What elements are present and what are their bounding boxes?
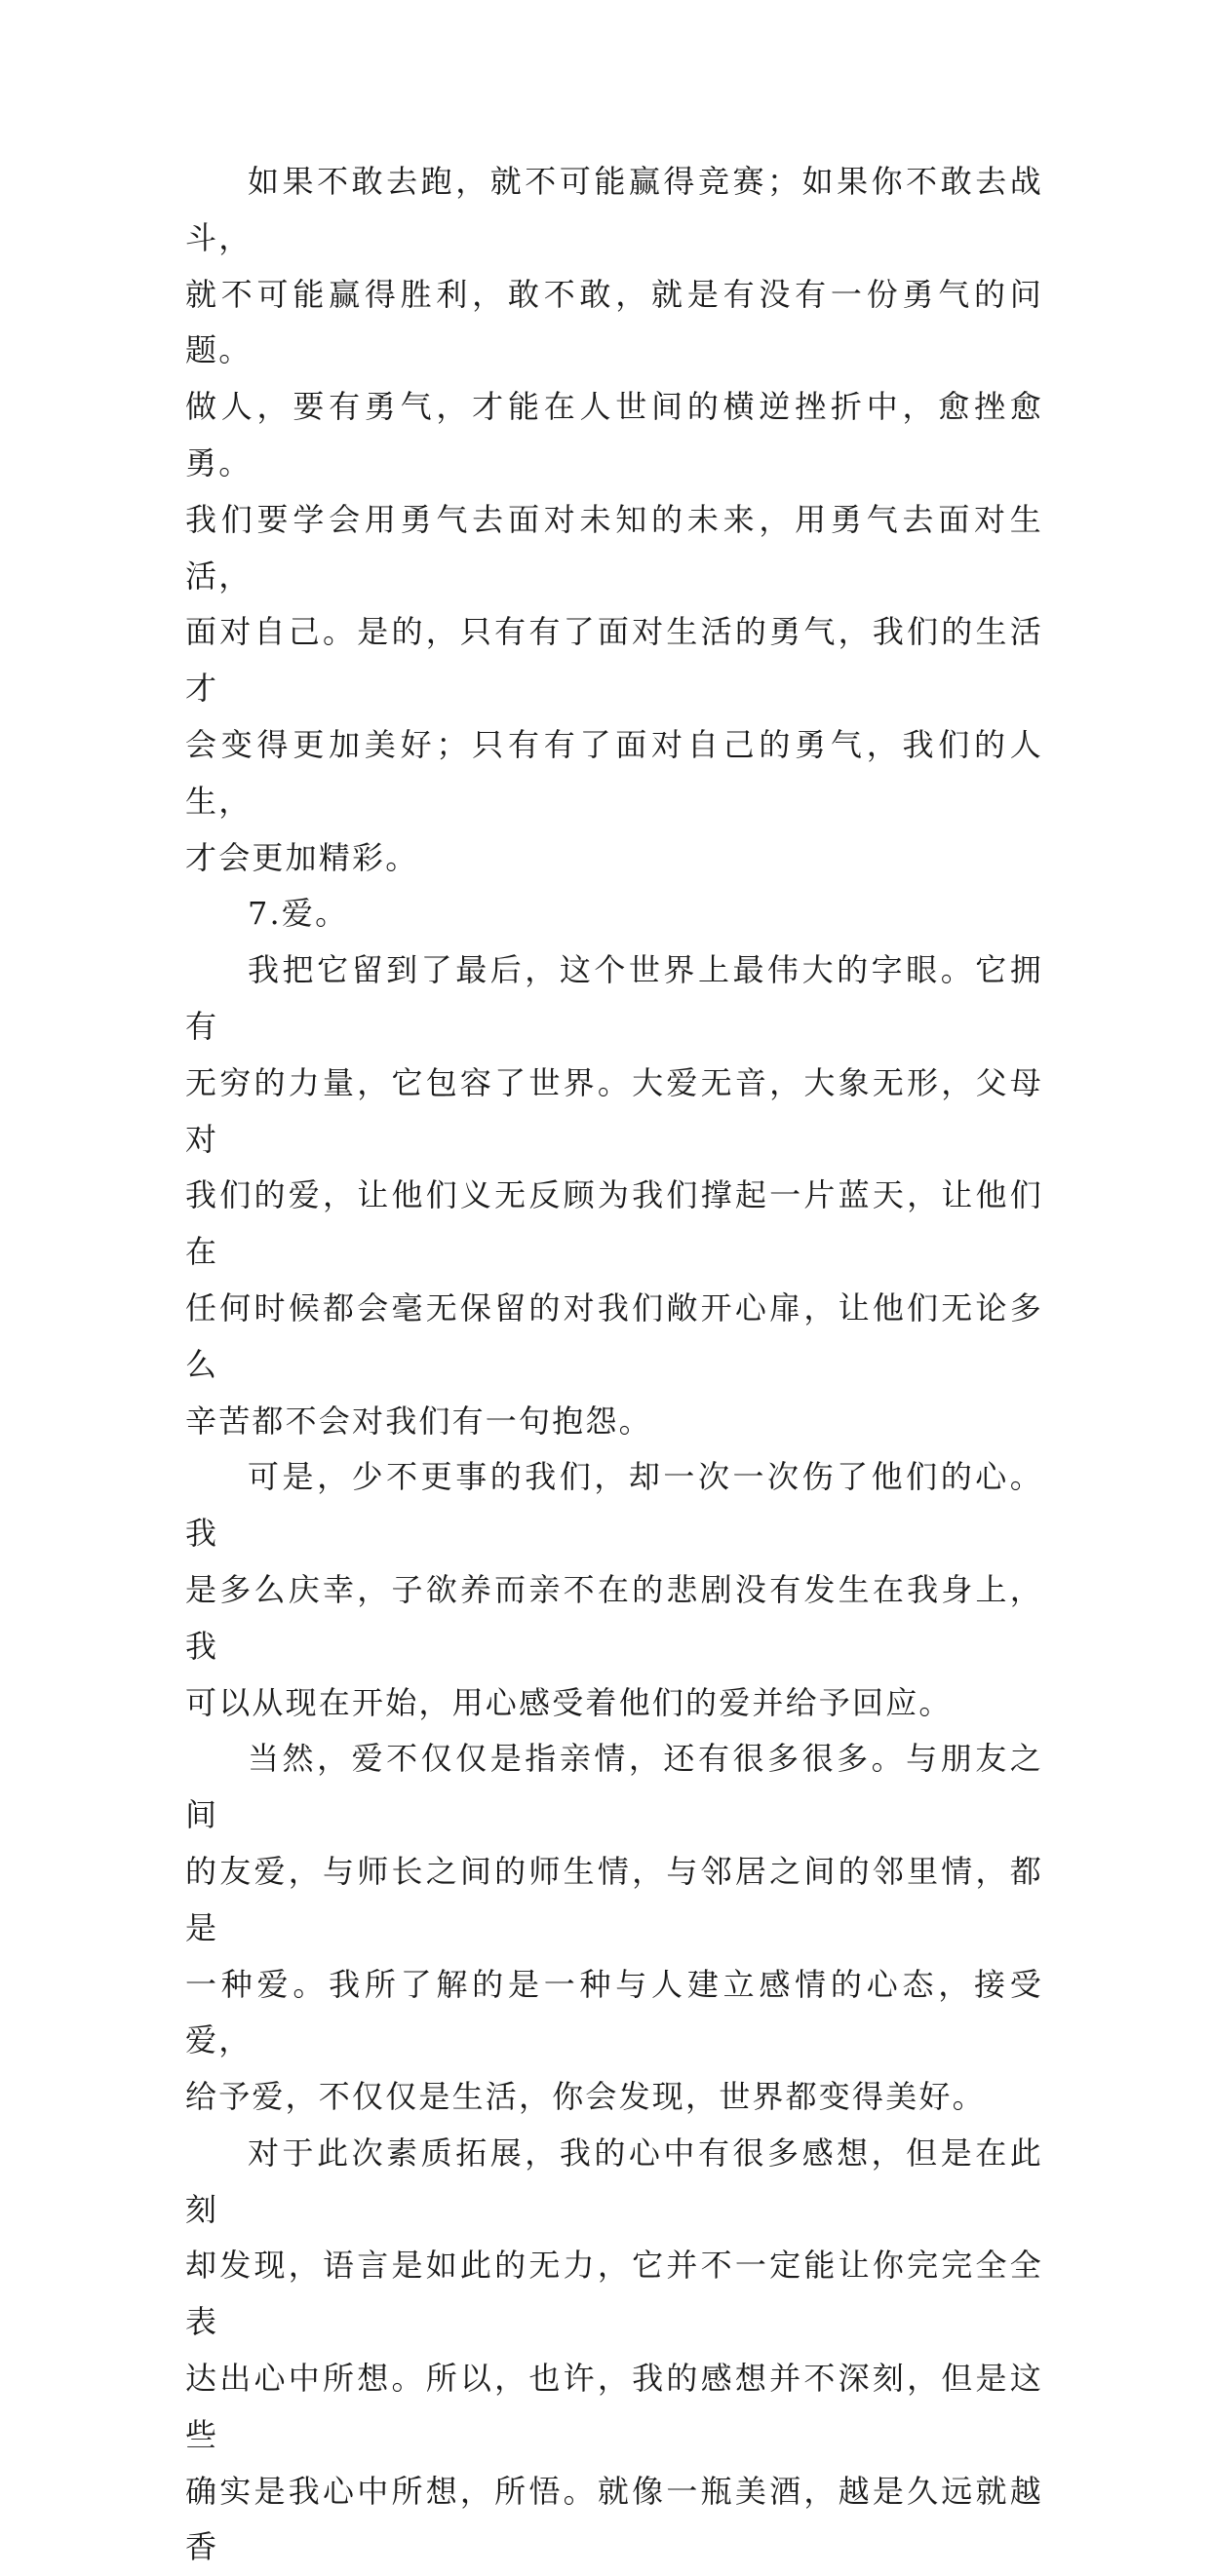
paragraph-love-others: 当然，爱不仅仅是指亲情，还有很多很多。与朋友之间 的友爱，与师长之间的师生情，与邻居之间的邻里情，都是 一种爱。我所了解的是一种与人建立感情的心态，接受爱， 给予爱，不仅仅是生活，你会发现，世界都变得美好。	[185, 1740, 1043, 2116]
paragraph-courage: 如果不敢去跑，就不可能赢得竞赛；如果你不敢去战斗， 就不可能赢得胜利，敢不敢，就是有没有一份勇气的问题。 做人，要有勇气，才能在人世间的横逆挫折中，愈挫愈勇。 我们要学会用勇气去面对未知的未来，用勇气去面对生活， 面对自己。是的，只有有了面对生活的勇气，我们的生活才 会变得更加美好；只有有了面对自己的勇气，我们的人生， 才会更加精彩。	[185, 163, 1043, 876]
paragraph-love-parents: 我把它留到了最后，这个世界上最伟大的字眼。它拥有 无穷的力量，它包容了世界。大爱无音，大象无形，父母对 我们的爱，让他们义无反顾为我们撑起一片蓝天，让他们在 任何时候都会毫无保留的对我们敞开心扉，让他们无论多么 辛苦都不会对我们有一句抱怨。	[185, 951, 1043, 1440]
document-body	[185, 154, 1043, 2576]
paragraph-love-regret: 可是，少不更事的我们，却一次一次伤了他们的心。我 是多么庆幸，子欲养而亲不在的悲剧没有发生在我身上，我 可以从现在开始，用心感受着他们的爱并给予回应。	[185, 1458, 1043, 1721]
section-heading-love: 7.爱。	[248, 895, 349, 933]
paragraph-reflection: 对于此次素质拓展，我的心中有很多感想，但是在此刻 却发现，语言是如此的无力，它并不一定能让你完完全全表 达出心中所想。所以，也许，我的感想并不深刻，但是这些 确实是我心中所想，所悟。就像一瓶美酒，越是久远就越香	[185, 2134, 1043, 2566]
